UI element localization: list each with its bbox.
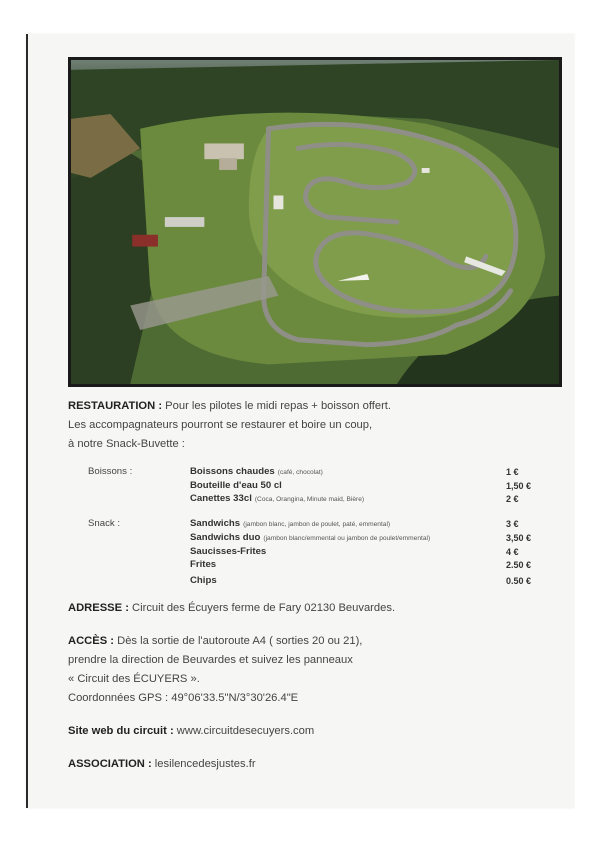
menu-item-name: Canettes 33cl (Coca, Orangina, Minute maid, Bière)	[190, 492, 365, 504]
menu-item-price: 3,50 €	[506, 533, 532, 544]
menu-item-detail: (Coca, Orangina, Minute maid, Bière)	[254, 495, 365, 503]
association-section	[68, 755, 558, 774]
adresse-label: ADRESSE :	[68, 602, 129, 615]
restauration-line-3: à notre Snack-Buvette :	[68, 438, 185, 450]
association-label: ASSOCIATION :	[68, 758, 152, 771]
menu-item-name: Sandwichs duo (jambon blanc/emmental ou jambon de poulet/emmental)	[190, 532, 431, 544]
restauration-label: RESTAURATION :	[68, 400, 163, 412]
menu-item-price: 0.50 €	[506, 575, 532, 586]
document-body	[68, 397, 558, 774]
menu-item-price: 1 €	[506, 467, 519, 477]
menu-category-boissons: Boissons :	[88, 466, 133, 477]
acces-line-2: prendre la direction de Beuvardes et suivez les panneaux	[68, 654, 353, 667]
menu-item-price: 2.50 €	[506, 559, 532, 570]
menu-category-snack: Snack :	[88, 518, 120, 530]
menu-item-detail: (jambon blanc, jambon de poulet, paté, emmental)	[243, 521, 391, 529]
restauration-line-2: Les accompagnateurs pourront se restaurer et boire un coup,	[68, 419, 373, 431]
menu-item-name: Bouteille d'eau 50 cl	[190, 479, 282, 491]
menu-item-detail: (café, chocolat)	[277, 469, 323, 476]
menu-item-price: 1,50 €	[506, 480, 532, 491]
aerial-photo-illustration	[71, 60, 559, 384]
acces-line-3: « Circuit des ÉCUYERS ».	[68, 673, 200, 686]
menu-item-name: Frites	[190, 558, 217, 570]
menu-item-name: Boissons chaudes (café, chocolat)	[190, 466, 323, 477]
site-label: Site web du circuit :	[68, 725, 174, 738]
menu-item-price: 2 €	[506, 493, 519, 504]
menu-item-name: Sandwichs (jambon blanc, jambon de poulet, paté, emmental)	[190, 518, 391, 530]
menu-item-price: 4 €	[506, 546, 519, 557]
gps-coordinates: Coordonnées GPS : 49°06'33.5"N/3°30'26.4"E	[68, 692, 299, 705]
site-url-link[interactable]: www.circuitdesecuyers.com	[173, 725, 315, 738]
menu-group-boissons	[88, 466, 558, 506]
snack-menu	[88, 466, 558, 587]
menu-item-name: Saucisses-Frites	[190, 545, 267, 557]
circuit-aerial-photo	[68, 57, 562, 387]
restauration-line-1: Pour les pilotes le midi repas + boisson offert.	[162, 400, 392, 412]
adresse-section	[68, 599, 558, 618]
site-section	[68, 722, 558, 741]
adresse-text: Circuit des Écuyers ferme de Fary 02130 Beuvardes.	[128, 602, 396, 615]
acces-section	[68, 632, 558, 708]
menu-item-detail: (jambon blanc/emmental ou jambon de poulet/emmental)	[263, 535, 431, 543]
restauration-section	[68, 397, 558, 454]
menu-group-snack	[88, 518, 558, 587]
menu-item-price: 3 €	[506, 519, 519, 530]
acces-line-1: Dès la sortie de l'autoroute A4 ( sorties 20 ou 21),	[114, 635, 363, 648]
association-link[interactable]: lesilencedesjustes.fr	[151, 758, 256, 771]
acces-label: ACCÈS :	[68, 635, 114, 648]
menu-item-name: Chips	[190, 574, 217, 586]
